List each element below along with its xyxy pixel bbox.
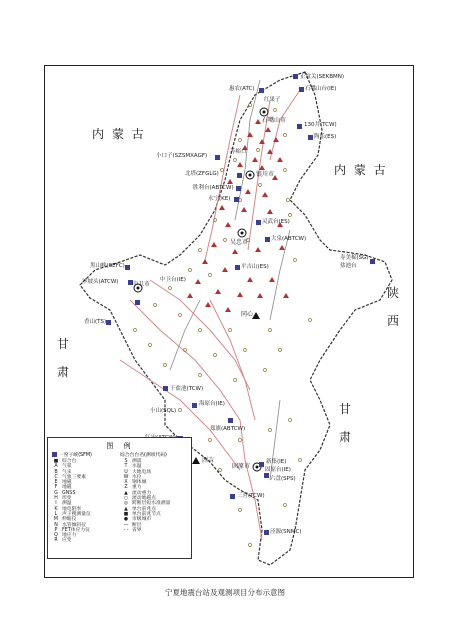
gravity-triangle (269, 277, 275, 282)
legend-label: 气汞 (62, 469, 72, 475)
station-label: 中卫台(IE) (160, 277, 186, 283)
station-label: 灵武台(ES) (262, 219, 290, 225)
station-label: 小口子(SZSMXAGF) (156, 153, 208, 159)
magnetic-dot (279, 349, 282, 352)
station-square (293, 74, 298, 79)
station-square (265, 237, 270, 242)
station-square (234, 197, 239, 202)
legend-label: 应变 (62, 538, 72, 544)
legend-row (122, 528, 170, 533)
legend-label: 综合台 (62, 459, 77, 464)
legend-header-right: 综合台台名(测项代码) (120, 453, 167, 458)
station-square (235, 265, 240, 270)
magnetic-dot (259, 184, 262, 187)
fault-line (205, 95, 240, 260)
gravity-triangle (247, 277, 253, 282)
city-label: 银川市 (256, 171, 275, 178)
station-square (236, 186, 241, 191)
station-square (228, 418, 233, 423)
city-label: 吴忠市 (230, 239, 249, 246)
magnetic-dot (239, 439, 242, 442)
gravity-triangle (222, 267, 228, 272)
station-square (135, 300, 140, 305)
magnetic-dot (287, 199, 290, 202)
region-shaanxi: 陕西 (386, 286, 399, 328)
legend-label: 伸缩仪 (62, 517, 77, 523)
city-label: 西吉 (202, 457, 215, 464)
legend-symbol: K (54, 506, 58, 512)
magnetic-dot (224, 239, 227, 242)
legend-symbol: P (54, 527, 58, 533)
gravity-triangle (225, 222, 231, 227)
station-square (308, 135, 313, 140)
station-square (192, 403, 197, 408)
legend-symbol: X (124, 480, 128, 486)
magnetic-dot (269, 429, 272, 432)
legend-symbol: E (54, 480, 58, 486)
city-label: 石嘴山市 (262, 117, 287, 124)
station-label: 大泉(ABTCW) (271, 236, 307, 242)
gravity-triangle (195, 279, 201, 284)
gravity-triangle (245, 189, 251, 194)
legend-symbol: ◎ (123, 501, 129, 507)
gravity-triangle (277, 157, 283, 162)
station-label: 海原台(IE) (199, 401, 225, 407)
station-label: 石嘴山台(IE) (305, 86, 337, 92)
legend-label: 测震 (132, 459, 142, 464)
magnetic-dot (214, 354, 217, 357)
gravity-triangle (257, 293, 263, 298)
station-label: 新集(IE) (266, 459, 287, 465)
legend-symbol: T (124, 464, 128, 470)
magnetic-dot (284, 504, 287, 507)
legend-symbol: B (54, 469, 58, 475)
magnetic-dot (239, 509, 242, 512)
magnetic-dot (189, 269, 192, 272)
city-label: 同心 (241, 311, 254, 318)
magnetic-dot (234, 159, 237, 162)
magnetic-dot (309, 319, 312, 322)
magnetic-dot (274, 109, 277, 112)
station-square (230, 494, 235, 499)
square-icon (52, 452, 57, 457)
legend-label: 钢体倾 (132, 480, 147, 486)
station-square (237, 173, 242, 178)
magnetic-dot (289, 214, 292, 217)
magnetic-dot (169, 287, 172, 290)
magnetic-dot (249, 544, 252, 547)
legend-symbol: M (53, 517, 59, 523)
legend-label: GNSS (62, 490, 76, 496)
station-label: 寿美棉(SG) (340, 255, 369, 261)
legend-label: 流动重力 (132, 490, 152, 496)
legend-label: 地磁 (62, 485, 72, 491)
gravity-triangle (237, 292, 243, 297)
legend-header-left: 一窑子峡(SFM) (59, 453, 92, 458)
magnetic-dot (199, 374, 202, 377)
station-label: 胜利台(ABTCW) (193, 185, 234, 191)
gravity-triangle (267, 209, 273, 214)
gravity-triangle (227, 179, 233, 184)
gravity-triangle (202, 259, 208, 264)
legend-label: FET体应力仪 (62, 527, 90, 533)
magnetic-dot (209, 274, 212, 277)
legend-label: 单台前兆节点 (132, 511, 161, 517)
station-label: 陶乐(ES) (314, 134, 337, 140)
gravity-triangle (247, 132, 253, 137)
region-gansu-east: 甘肃 (338, 402, 351, 444)
legend-label: 声子搜测量仪 (62, 511, 91, 517)
gravity-triangle (262, 192, 268, 197)
legend-symbol: ■ (53, 459, 59, 464)
legend-symbol: L (54, 511, 58, 517)
magnetic-dot (289, 419, 292, 422)
gravity-triangle (273, 137, 279, 142)
legend-symbol: F (54, 485, 58, 491)
magnetic-dot (229, 329, 232, 332)
gravity-triangle (237, 162, 243, 167)
gravity-triangle (279, 245, 285, 250)
gravity-triangle (205, 302, 211, 307)
station-label: 130井(TCW) (304, 122, 337, 128)
city-label: 中卫市 (132, 281, 151, 288)
region-neimenggu-west: 内 蒙 古 (92, 127, 146, 141)
magnetic-dot (257, 149, 260, 152)
station-square (264, 530, 269, 535)
station-label: 三营(TCW) (237, 493, 265, 499)
legend-label: 地电阻率 (62, 506, 82, 512)
magnetic-dot (209, 439, 212, 442)
gravity-triangle (225, 307, 231, 312)
legend-label: 水管倾斜仪 (62, 522, 86, 528)
magnetic-dot (244, 349, 247, 352)
legend-symbol: ■ (123, 511, 129, 517)
legend-label: 断层 (132, 522, 142, 528)
legend-label: 地应力 (62, 533, 77, 539)
magnetic-dot (284, 169, 287, 172)
legend-label: 跨断层短水准测量 (132, 501, 171, 507)
legend-symbol: I (55, 501, 57, 507)
legend-label: 大地电场 (132, 469, 152, 475)
gravity-triangle (187, 293, 193, 298)
fault-line (170, 300, 200, 370)
legend-label: 水位 (132, 474, 142, 480)
legend-symbol: — (123, 522, 129, 528)
magnetic-dot (179, 314, 182, 317)
legend-symbol: R (54, 538, 58, 544)
magnetic-dot (239, 139, 242, 142)
magnetic-dot (149, 344, 152, 347)
station-square (125, 265, 130, 270)
legend-label: 水温 (132, 464, 142, 470)
gravity-triangle (211, 242, 217, 247)
legend-symbol: A (54, 464, 58, 470)
legend-symbol: ○ (123, 496, 129, 502)
legend-label: 气象三要素 (62, 474, 86, 480)
legend-label: 测温 (62, 501, 72, 507)
legend-symbol: ▲ (124, 506, 128, 512)
gravity-points (187, 119, 289, 312)
legend-label: 形变 (62, 496, 72, 502)
magnetic-dot (164, 364, 167, 367)
station-square (370, 259, 375, 264)
gravity-triangle (255, 247, 261, 252)
magnetic-dot (234, 379, 237, 382)
station-label: 泾源(SNMC) (270, 529, 302, 535)
legend-label: 省界 (132, 527, 142, 533)
station-square (264, 473, 269, 478)
gravity-triangle (215, 289, 221, 294)
legend-column-1 (52, 459, 91, 544)
magnetic-dot (264, 369, 267, 372)
gravity-triangle (283, 293, 289, 298)
station-label: 郑旗(ABTCW) (210, 426, 246, 432)
station-square (259, 88, 264, 93)
station-square (297, 124, 302, 129)
legend-symbol: H (54, 496, 58, 502)
legend-title: 图 例 (106, 442, 135, 450)
gravity-triangle (232, 249, 238, 254)
station-label: 盐池台 (340, 263, 357, 269)
magnetic-dot (269, 329, 272, 332)
station-square (215, 155, 220, 160)
city-markers (134, 108, 268, 471)
station-label: 红果子 (264, 97, 281, 103)
legend-label: 地磁 (62, 480, 72, 486)
station-square (259, 462, 264, 467)
station-label: 沙坡头(ATCW) (82, 279, 119, 285)
legend-label: 单台前兆点 (132, 506, 156, 512)
legend-symbol: - - (123, 527, 129, 533)
station-label: 惠农(ATC) (229, 86, 255, 92)
station-label: 六盘(SPS) (270, 476, 296, 482)
legend-symbol: N (54, 522, 58, 528)
single-station-marker (192, 457, 200, 464)
fault-line (270, 230, 290, 320)
magnetic-dot (221, 169, 224, 172)
station-label: 苏峪口 (230, 149, 247, 155)
station-label: 小山(SQL) (150, 408, 177, 414)
magnetic-dot (199, 249, 202, 252)
city-label: 固原市 (232, 463, 251, 470)
station-label: 干盐池(TCW) (170, 386, 204, 392)
legend-symbol: ▲ (124, 490, 128, 496)
station-square (163, 386, 168, 391)
station-label: 黑山峡(SEFC) (90, 263, 125, 269)
gravity-triangle (219, 205, 225, 210)
region-neimenggu-east: 内 蒙 古 (334, 163, 388, 177)
gravity-triangle (252, 157, 258, 162)
station-label: 香山(TS) (84, 319, 107, 325)
legend-symbol: W (123, 474, 129, 480)
region-gansu-west: 甘肃 (56, 337, 69, 379)
legend-label: 重力 (132, 485, 142, 491)
station-label: 北塔(ZFGLG) (185, 171, 219, 177)
legend-symbol: ● (123, 517, 129, 523)
magnetic-dot (284, 134, 287, 137)
legend-symbol: U (124, 469, 128, 475)
station-label: 平吉山(ES) (241, 264, 269, 270)
fault-line (240, 420, 262, 540)
magnetic-dot (154, 304, 157, 307)
station-square (299, 87, 304, 92)
legend-row (52, 538, 91, 543)
single-station-marker (252, 312, 260, 319)
station-label: 正谊关(SEKBMN) (300, 74, 344, 80)
legend-column-2 (122, 459, 170, 533)
map-caption: 宁夏地震台站及观测项目分布示意图 (165, 588, 285, 597)
legend-label: 气氡 (62, 464, 72, 470)
magnetic-dot (179, 409, 182, 412)
magnetic-dot (199, 329, 202, 332)
station-square (256, 220, 261, 225)
legend-symbol: G (54, 490, 58, 496)
gravity-triangle (255, 119, 261, 124)
legend-label: 流动地磁点 (132, 496, 156, 502)
legend-symbol: C (54, 474, 58, 480)
magnetic-dot (294, 259, 297, 262)
legend-symbol: Z (124, 485, 128, 491)
legend-header (52, 451, 92, 458)
magnetic-dot (299, 459, 302, 462)
legend-symbol: Q (54, 533, 58, 539)
gravity-triangle (241, 207, 247, 212)
station-square (106, 320, 111, 325)
legend-label: 市级城市 (132, 517, 152, 523)
station-label: 永宁(KE) (208, 196, 231, 202)
legend-symbol: S (124, 459, 128, 464)
magnetic-dot (219, 469, 222, 472)
magnetic-dot (134, 329, 137, 332)
station-label: 固原台(IE) (265, 467, 291, 473)
map-legend (47, 437, 192, 559)
